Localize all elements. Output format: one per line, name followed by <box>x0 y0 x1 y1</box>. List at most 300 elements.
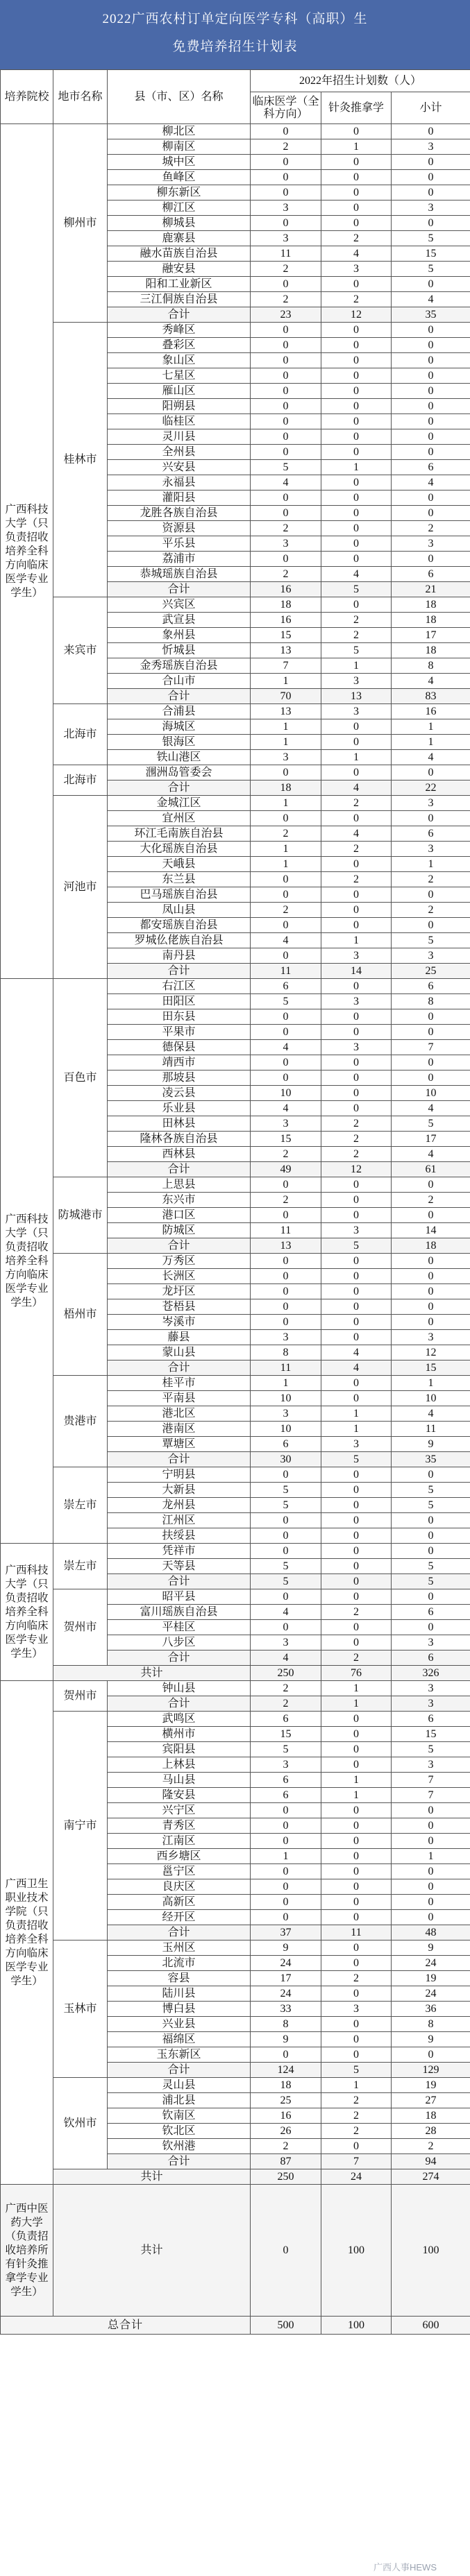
acupuncture-count: 0 <box>321 918 392 933</box>
subtotal-count: 83 <box>392 689 470 704</box>
acupuncture-count: 1 <box>321 1773 392 1788</box>
county-name: 阳和工业新区 <box>108 277 251 292</box>
acupuncture-count: 0 <box>321 1483 392 1498</box>
acupuncture-count: 0 <box>321 1757 392 1773</box>
city-name: 南宁市 <box>53 1712 108 1940</box>
clinical-count: 13 <box>251 704 321 719</box>
clinical-count: 6 <box>251 1437 321 1452</box>
county-name: 凭祥市 <box>108 1544 251 1559</box>
header-county: 县（市、区）名称 <box>108 70 251 124</box>
clinical-count: 3 <box>251 201 321 216</box>
county-name: 武鸣区 <box>108 1712 251 1727</box>
subtotal-count: 3 <box>392 1757 470 1773</box>
table-row <box>1 1940 470 1956</box>
county-name: 七星区 <box>108 368 251 384</box>
clinical-count: 0 <box>251 765 321 781</box>
subtotal-count: 0 <box>392 1208 470 1223</box>
clinical-count: 87 <box>251 2154 321 2169</box>
title-line-1: 2022广西农村订单定向医学专科（高职）生 <box>102 12 368 26</box>
subtotal-count: 0 <box>392 1864 470 1879</box>
county-name: 宁明县 <box>108 1467 251 1483</box>
acupuncture-count: 0 <box>321 277 392 292</box>
acupuncture-count: 2 <box>321 1971 392 1986</box>
county-name: 西乡塘区 <box>108 1849 251 1864</box>
county-name: 宾阳县 <box>108 1742 251 1757</box>
clinical-count: 0 <box>251 216 321 231</box>
grand-total-label: 总合计 <box>1 2317 251 2335</box>
acupuncture-count: 0 <box>321 201 392 216</box>
county-name: 港南区 <box>108 1422 251 1437</box>
acupuncture-count: 2 <box>321 1650 392 1666</box>
clinical-count: 0 <box>251 1025 321 1040</box>
city-name: 桂林市 <box>53 323 108 597</box>
subtotal-count: 5 <box>392 933 470 948</box>
acupuncture-count: 0 <box>321 368 392 384</box>
clinical-count: 5 <box>251 1498 321 1513</box>
subtotal-count: 0 <box>392 2047 470 2063</box>
county-name: 象山区 <box>108 353 251 368</box>
header-plan-group: 2022年招生计划数（人） <box>251 70 470 92</box>
clinical-count: 18 <box>251 597 321 613</box>
total-subtotal: 326 <box>392 1666 470 1681</box>
county-name: 金城江区 <box>108 796 251 811</box>
subtotal-count: 129 <box>392 2063 470 2078</box>
subtotal-count: 0 <box>392 491 470 506</box>
clinical-count: 2 <box>251 2139 321 2154</box>
county-name: 海城区 <box>108 719 251 735</box>
total-acupuncture: 76 <box>321 1666 392 1681</box>
acupuncture-count: 3 <box>321 2002 392 2017</box>
county-name: 忻城县 <box>108 643 251 658</box>
total-clinical: 250 <box>251 1666 321 1681</box>
subtotal-count: 28 <box>392 2124 470 2139</box>
county-name: 南丹县 <box>108 948 251 964</box>
subtotal-count: 0 <box>392 1544 470 1559</box>
county-name: 八步区 <box>108 1635 251 1650</box>
acupuncture-count: 5 <box>321 2063 392 2078</box>
subtotal-count: 27 <box>392 2093 470 2108</box>
subtotal-count: 0 <box>392 1910 470 1925</box>
county-name: 钦南区 <box>108 2108 251 2124</box>
acupuncture-count: 3 <box>321 1040 392 1055</box>
clinical-count: 11 <box>251 964 321 979</box>
acupuncture-count: 0 <box>321 1071 392 1086</box>
clinical-count: 0 <box>251 323 321 338</box>
county-name: 合浦县 <box>108 704 251 719</box>
county-name: 合山市 <box>108 674 251 689</box>
clinical-count: 4 <box>251 475 321 491</box>
county-name: 富川瑶族自治县 <box>108 1605 251 1620</box>
county-name: 融安县 <box>108 262 251 277</box>
subtotal-count: 94 <box>392 2154 470 2169</box>
county-name: 合计 <box>108 1360 251 1376</box>
subtotal-count: 21 <box>392 582 470 597</box>
city-name: 北海市 <box>53 765 108 796</box>
table-row <box>1 597 470 613</box>
clinical-count: 2 <box>251 903 321 918</box>
clinical-count: 0 <box>251 811 321 826</box>
subtotal-count: 0 <box>392 414 470 429</box>
subtotal-count: 4 <box>392 674 470 689</box>
subtotal-count: 17 <box>392 628 470 643</box>
county-name: 那坡县 <box>108 1071 251 1086</box>
clinical-count: 49 <box>251 1162 321 1177</box>
acupuncture-count: 0 <box>321 399 392 414</box>
clinical-count: 2 <box>251 567 321 582</box>
county-name: 巴马瑶族自治县 <box>108 887 251 903</box>
clinical-count: 11 <box>251 1360 321 1376</box>
county-name: 灵川县 <box>108 429 251 445</box>
city-name: 河池市 <box>53 796 108 979</box>
subtotal-count: 61 <box>392 1162 470 1177</box>
county-name: 恭城瑶族自治县 <box>108 567 251 582</box>
subtotal-count: 0 <box>392 1269 470 1284</box>
clinical-count: 2 <box>251 1681 321 1696</box>
acupuncture-count: 0 <box>321 979 392 994</box>
subtotal-count: 11 <box>392 1422 470 1437</box>
subtotal-count: 0 <box>392 1177 470 1193</box>
clinical-count: 0 <box>251 1864 321 1879</box>
clinical-count: 13 <box>251 643 321 658</box>
subtotal-count: 18 <box>392 597 470 613</box>
clinical-count: 11 <box>251 246 321 262</box>
county-name: 兴安县 <box>108 460 251 475</box>
subtotal-count: 3 <box>392 796 470 811</box>
acupuncture-count: 0 <box>321 1025 392 1040</box>
subtotal-count: 0 <box>392 384 470 399</box>
acupuncture-count: 0 <box>321 765 392 781</box>
table-title <box>0 0 470 69</box>
county-name: 覃塘区 <box>108 1437 251 1452</box>
subtotal-count: 0 <box>392 1834 470 1849</box>
county-name: 合计 <box>108 1696 251 1712</box>
city-name: 贺州市 <box>53 1681 108 1712</box>
acupuncture-count: 0 <box>321 1818 392 1834</box>
city-name: 来宾市 <box>53 597 108 704</box>
subtotal-count: 7 <box>392 1773 470 1788</box>
clinical-count: 10 <box>251 1391 321 1406</box>
acupuncture-count: 2 <box>321 1605 392 1620</box>
clinical-count: 2 <box>251 1193 321 1208</box>
county-name: 融水苗族自治县 <box>108 246 251 262</box>
subtotal-count: 1 <box>392 719 470 735</box>
acupuncture-count: 0 <box>321 521 392 536</box>
acupuncture-count: 2 <box>321 872 392 887</box>
county-name: 柳东新区 <box>108 185 251 201</box>
county-name: 蒙山县 <box>108 1345 251 1360</box>
clinical-count: 37 <box>251 1925 321 1940</box>
county-name: 大新县 <box>108 1483 251 1498</box>
acupuncture-count: 2 <box>321 1116 392 1132</box>
total-clinical: 0 <box>251 2185 321 2317</box>
county-name: 合计 <box>108 1574 251 1589</box>
clinical-count: 5 <box>251 1742 321 1757</box>
county-name: 银海区 <box>108 735 251 750</box>
clinical-count: 2 <box>251 1696 321 1712</box>
clinical-count: 124 <box>251 2063 321 2078</box>
clinical-count: 5 <box>251 460 321 475</box>
acupuncture-count: 2 <box>321 231 392 246</box>
county-name: 兴业县 <box>108 2017 251 2032</box>
subtotal-count: 6 <box>392 826 470 842</box>
acupuncture-count: 1 <box>321 1788 392 1803</box>
acupuncture-count: 0 <box>321 429 392 445</box>
county-name: 长洲区 <box>108 1269 251 1284</box>
acupuncture-count: 0 <box>321 597 392 613</box>
clinical-count: 0 <box>251 1513 321 1528</box>
acupuncture-count: 3 <box>321 674 392 689</box>
acupuncture-count: 12 <box>321 307 392 323</box>
subtotal-count: 0 <box>392 1467 470 1483</box>
subtotal-count: 0 <box>392 216 470 231</box>
acupuncture-count: 0 <box>321 1086 392 1101</box>
clinical-count: 0 <box>251 1818 321 1834</box>
subtotal-count: 5 <box>392 1574 470 1589</box>
table-row <box>1 1712 470 1727</box>
county-name: 合计 <box>108 1925 251 1940</box>
county-name: 武宣县 <box>108 613 251 628</box>
city-name: 贵港市 <box>53 1376 108 1467</box>
acupuncture-count: 0 <box>321 1742 392 1757</box>
acupuncture-count: 2 <box>321 2124 392 2139</box>
county-name: 博白县 <box>108 2002 251 2017</box>
county-name: 合计 <box>108 1452 251 1467</box>
school-name: 广西科技大学（只负责招收培养全科方向临床医学专业学生） <box>1 1544 53 1681</box>
subtotal-count: 18 <box>392 643 470 658</box>
clinical-count: 0 <box>251 1895 321 1910</box>
county-name: 永福县 <box>108 475 251 491</box>
subtotal-count: 0 <box>392 1513 470 1528</box>
clinical-count: 0 <box>251 384 321 399</box>
acupuncture-count: 0 <box>321 170 392 185</box>
clinical-count: 4 <box>251 1605 321 1620</box>
county-name: 玉州区 <box>108 1940 251 1956</box>
subtotal-count: 0 <box>392 338 470 353</box>
clinical-count: 13 <box>251 1238 321 1254</box>
subtotal-count: 2 <box>392 1193 470 1208</box>
city-name: 柳州市 <box>53 124 108 323</box>
county-name: 资源县 <box>108 521 251 536</box>
subtotal-count: 9 <box>392 1437 470 1452</box>
acupuncture-count: 2 <box>321 1147 392 1162</box>
acupuncture-count: 0 <box>321 414 392 429</box>
clinical-count: 0 <box>251 368 321 384</box>
clinical-count: 9 <box>251 2032 321 2047</box>
clinical-count: 6 <box>251 1773 321 1788</box>
acupuncture-count: 0 <box>321 1299 392 1315</box>
acupuncture-count: 2 <box>321 796 392 811</box>
clinical-count: 2 <box>251 826 321 842</box>
subtotal-count: 3 <box>392 842 470 857</box>
table-row <box>1 1254 470 1269</box>
acupuncture-count: 4 <box>321 246 392 262</box>
subtotal-count: 48 <box>392 1925 470 1940</box>
acupuncture-count: 5 <box>321 643 392 658</box>
county-name: 凤山县 <box>108 903 251 918</box>
acupuncture-count: 4 <box>321 781 392 796</box>
subtotal-count: 0 <box>392 124 470 139</box>
clinical-count: 15 <box>251 1132 321 1147</box>
acupuncture-count: 0 <box>321 903 392 918</box>
acupuncture-count: 0 <box>321 811 392 826</box>
clinical-count: 0 <box>251 429 321 445</box>
subtotal-count: 0 <box>392 277 470 292</box>
county-name: 雁山区 <box>108 384 251 399</box>
header-acupuncture: 针灸推拿学 <box>321 92 392 124</box>
county-name: 江南区 <box>108 1834 251 1849</box>
clinical-count: 3 <box>251 536 321 552</box>
acupuncture-count: 0 <box>321 2032 392 2047</box>
subtotal-count: 5 <box>392 1742 470 1757</box>
county-name: 邕宁区 <box>108 1864 251 1879</box>
county-name: 大化瑶族自治县 <box>108 842 251 857</box>
subtotal-count: 0 <box>392 552 470 567</box>
subtotal-count: 5 <box>392 1116 470 1132</box>
clinical-count: 8 <box>251 1345 321 1360</box>
subtotal-count: 36 <box>392 2002 470 2017</box>
acupuncture-count: 4 <box>321 1345 392 1360</box>
clinical-count: 0 <box>251 124 321 139</box>
acupuncture-count: 0 <box>321 1254 392 1269</box>
school-total-label: 共计 <box>53 2169 251 2185</box>
acupuncture-count: 0 <box>321 1620 392 1635</box>
county-name: 全州县 <box>108 445 251 460</box>
clinical-count: 0 <box>251 887 321 903</box>
county-name: 田东县 <box>108 1009 251 1025</box>
subtotal-count: 0 <box>392 1025 470 1040</box>
subtotal-count: 1 <box>392 1376 470 1391</box>
subtotal-count: 18 <box>392 1238 470 1254</box>
county-name: 天峨县 <box>108 857 251 872</box>
county-name: 东兰县 <box>108 872 251 887</box>
city-name: 崇左市 <box>53 1467 108 1544</box>
subtotal-count: 10 <box>392 1086 470 1101</box>
county-name: 天等县 <box>108 1559 251 1574</box>
acupuncture-count: 0 <box>321 1864 392 1879</box>
subtotal-count: 0 <box>392 1528 470 1544</box>
subtotal-count: 12 <box>392 1345 470 1360</box>
clinical-count: 0 <box>251 1467 321 1483</box>
acupuncture-count: 2 <box>321 628 392 643</box>
clinical-count: 5 <box>251 1559 321 1574</box>
city-name: 贺州市 <box>53 1589 108 1666</box>
county-name: 合计 <box>108 1162 251 1177</box>
clinical-count: 15 <box>251 1727 321 1742</box>
clinical-count: 1 <box>251 842 321 857</box>
subtotal-count: 1 <box>392 857 470 872</box>
county-name: 靖西市 <box>108 1055 251 1071</box>
clinical-count: 0 <box>251 1009 321 1025</box>
clinical-count: 4 <box>251 1040 321 1055</box>
clinical-count: 3 <box>251 1406 321 1422</box>
county-name: 柳城县 <box>108 216 251 231</box>
clinical-count: 1 <box>251 857 321 872</box>
acupuncture-count: 0 <box>321 475 392 491</box>
acupuncture-count: 0 <box>321 1177 392 1193</box>
acupuncture-count: 5 <box>321 1452 392 1467</box>
clinical-count: 1 <box>251 674 321 689</box>
clinical-count: 0 <box>251 1803 321 1818</box>
acupuncture-count: 0 <box>321 1986 392 2002</box>
subtotal-count: 1 <box>392 1849 470 1864</box>
acupuncture-count: 0 <box>321 323 392 338</box>
acupuncture-count: 0 <box>321 1834 392 1849</box>
school-total-label: 共计 <box>53 1666 251 1681</box>
clinical-count: 0 <box>251 1071 321 1086</box>
acupuncture-count: 0 <box>321 1467 392 1483</box>
acupuncture-count: 0 <box>321 1559 392 1574</box>
clinical-count: 1 <box>251 719 321 735</box>
subtotal-count: 3 <box>392 1696 470 1712</box>
clinical-count: 10 <box>251 1086 321 1101</box>
county-name: 马山县 <box>108 1773 251 1788</box>
clinical-count: 10 <box>251 1422 321 1437</box>
subtotal-count: 0 <box>392 1315 470 1330</box>
clinical-count: 0 <box>251 1544 321 1559</box>
acupuncture-count: 4 <box>321 567 392 582</box>
acupuncture-count: 0 <box>321 124 392 139</box>
county-name: 秀峰区 <box>108 323 251 338</box>
header-row-1 <box>1 70 470 92</box>
county-name: 柳江区 <box>108 201 251 216</box>
subtotal-count: 0 <box>392 1879 470 1895</box>
county-name: 上林县 <box>108 1757 251 1773</box>
acupuncture-count: 0 <box>321 1727 392 1742</box>
subtotal-count: 4 <box>392 1406 470 1422</box>
subtotal-count: 5 <box>392 262 470 277</box>
county-name: 隆安县 <box>108 1788 251 1803</box>
subtotal-count: 17 <box>392 1132 470 1147</box>
county-name: 陆川县 <box>108 1986 251 2002</box>
subtotal-count: 15 <box>392 1360 470 1376</box>
clinical-count: 6 <box>251 1712 321 1727</box>
subtotal-count: 4 <box>392 1147 470 1162</box>
clinical-count: 2 <box>251 1147 321 1162</box>
county-name: 万秀区 <box>108 1254 251 1269</box>
clinical-count: 0 <box>251 1879 321 1895</box>
county-name: 鱼峰区 <box>108 170 251 185</box>
subtotal-count: 0 <box>392 1803 470 1818</box>
subtotal-count: 22 <box>392 781 470 796</box>
grand-total-row <box>1 2317 470 2335</box>
subtotal-count: 35 <box>392 307 470 323</box>
subtotal-count: 0 <box>392 1254 470 1269</box>
county-name: 阳朔县 <box>108 399 251 414</box>
county-name: 东兴市 <box>108 1193 251 1208</box>
clinical-count: 1 <box>251 1849 321 1864</box>
clinical-count: 0 <box>251 918 321 933</box>
county-name: 龙胜各族自治县 <box>108 506 251 521</box>
subtotal-count: 10 <box>392 1391 470 1406</box>
clinical-count: 0 <box>251 2047 321 2063</box>
county-name: 罗城仫佬族自治县 <box>108 933 251 948</box>
subtotal-count: 18 <box>392 613 470 628</box>
clinical-count: 0 <box>251 399 321 414</box>
county-name: 合计 <box>108 307 251 323</box>
table-row <box>1 1467 470 1483</box>
county-name: 经开区 <box>108 1910 251 1925</box>
clinical-count: 7 <box>251 658 321 674</box>
clinical-count: 0 <box>251 1589 321 1605</box>
county-name: 昭平县 <box>108 1589 251 1605</box>
county-name: 兴宁区 <box>108 1803 251 1818</box>
clinical-count: 2 <box>251 262 321 277</box>
grand-acupuncture: 100 <box>321 2317 392 2335</box>
subtotal-count: 2 <box>392 2139 470 2154</box>
subtotal-count: 0 <box>392 1071 470 1086</box>
clinical-count: 0 <box>251 948 321 964</box>
clinical-count: 1 <box>251 1376 321 1391</box>
